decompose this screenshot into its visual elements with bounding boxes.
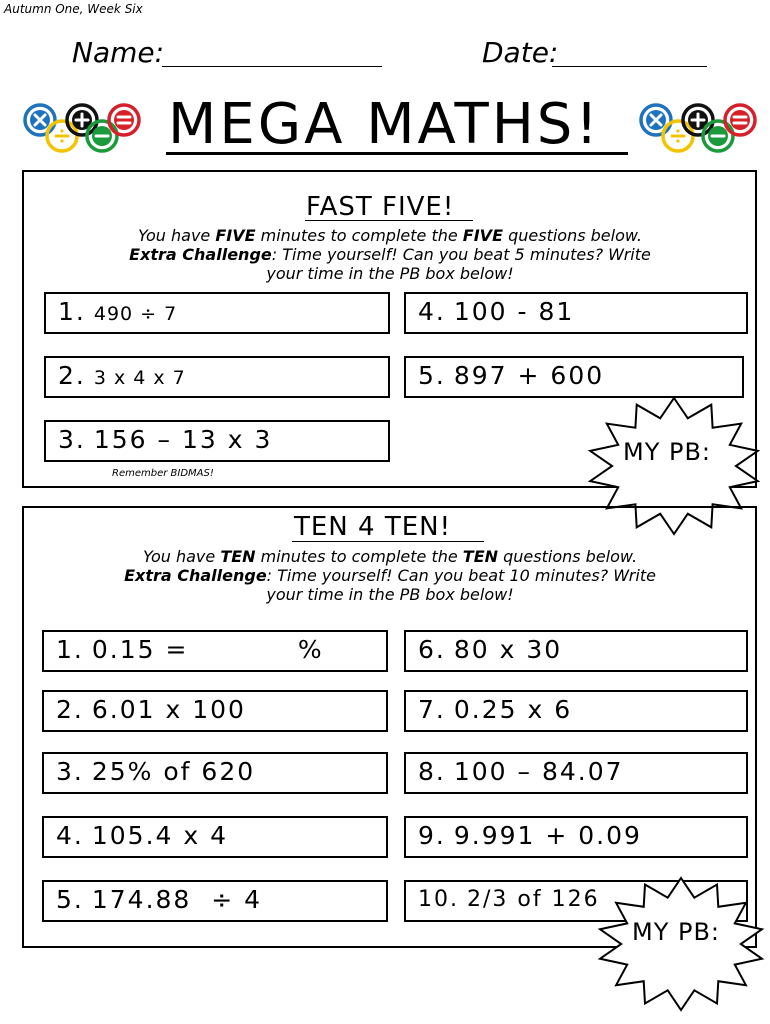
ten-4-ten-title-underline [292, 541, 484, 542]
term-label: Autumn One, Week Six [4, 2, 143, 16]
plus-icon [683, 105, 713, 135]
ten-question-1[interactable]: 1. 0.15 = % [42, 630, 388, 672]
maths-rings-logo-left [22, 102, 142, 156]
bidmas-note: Remember BIDMAS! [112, 468, 214, 479]
multiply-icon [641, 105, 671, 135]
multiply-icon [25, 105, 55, 135]
date-field-line[interactable] [552, 66, 707, 67]
pb-label-2: MY PB: [632, 918, 721, 946]
page-title: MEGA MATHS! [168, 92, 601, 157]
maths-rings-logo-right [638, 102, 758, 156]
minus-icon [703, 121, 733, 151]
ten-question-10[interactable]: 10. 2/3 of 126 [404, 880, 748, 922]
ten-question-7[interactable]: 7. 0.25 x 6 [404, 690, 748, 732]
equals-icon [109, 105, 139, 135]
ten-question-9[interactable]: 9. 9.991 + 0.09 [404, 816, 748, 858]
fast-five-instructions: You have FIVE minutes to complete the FIVE questions below. Extra Challenge: Time yourself! Can you beat 5 minutes? Write your time in the PB box below! [129, 226, 651, 283]
ten-4-ten-title: TEN 4 TEN! [294, 512, 452, 542]
ten-question-5[interactable]: 5. 174.88 ÷ 4 [42, 880, 388, 922]
name-field-line[interactable] [162, 66, 382, 67]
ten-question-6[interactable]: 6. 80 x 30 [404, 630, 748, 672]
fast-five-title: FAST FIVE! [306, 192, 455, 222]
minus-icon [87, 121, 117, 151]
fast-five-question-4[interactable]: 4. 100 - 81 [404, 292, 748, 334]
fast-five-question-3[interactable]: 3. 156 – 13 x 3 [44, 420, 390, 462]
ten-question-2[interactable]: 2. 6.01 x 100 [42, 690, 388, 732]
plus-icon [67, 105, 97, 135]
fast-five-title-underline [305, 220, 473, 221]
ten-4-ten-instructions: You have TEN minutes to complete the TEN questions below. Extra Challenge: Time yourself! Can you beat 10 minutes? Write your time in the PB box below! [124, 547, 656, 604]
ten-question-3[interactable]: 3. 25% of 620 [42, 752, 388, 794]
divide-icon [47, 121, 77, 151]
divide-icon [663, 121, 693, 151]
ten-question-8[interactable]: 8. 100 – 84.07 [404, 752, 748, 794]
pb-label-1: MY PB: [623, 438, 712, 466]
fast-five-question-2[interactable]: 2. 3 x 4 x 7 [44, 356, 390, 398]
fast-five-question-5[interactable]: 5. 897 + 600 [404, 356, 744, 398]
ten-question-4[interactable]: 4. 105.4 x 4 [42, 816, 388, 858]
title-underline [166, 152, 628, 155]
equals-icon [725, 105, 755, 135]
date-label: Date: [482, 36, 559, 69]
fast-five-question-1[interactable]: 1. 490 ÷ 7 [44, 292, 390, 334]
name-label: Name: [72, 36, 165, 69]
